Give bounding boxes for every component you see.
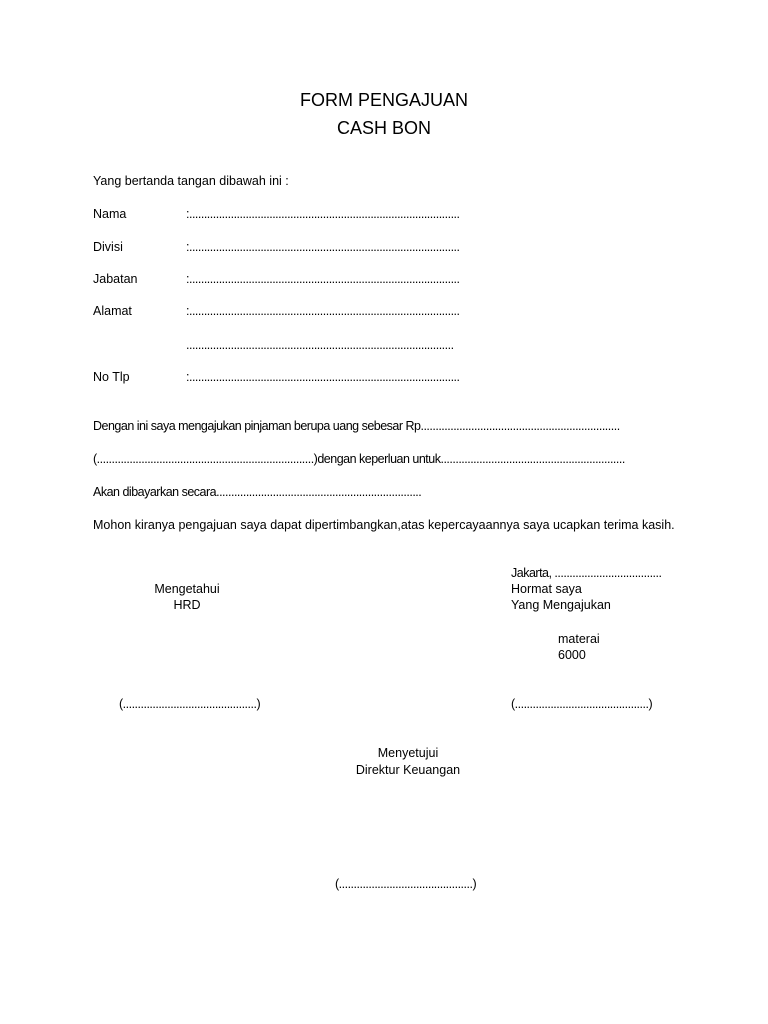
place-date-line: Jakarta, .................................... (511, 566, 662, 580)
bottom-sign-role: Direktur Keuangan (355, 763, 461, 777)
right-sign-greeting: Hormat saya (511, 582, 582, 596)
field-label-divisi: Divisi (93, 240, 123, 254)
field-label-nama: Nama (93, 207, 127, 221)
purpose-line: (.........................................................................)dengan keperluan untuk.............................................................. (93, 452, 625, 466)
field-value-divisi: :........................................................................................... (186, 240, 460, 254)
left-signature-blank: (.............................................) (119, 697, 261, 711)
closing-paragraph: Mohon kiranya pengajuan saya dapat dipertimbangkan,atas kepercayaannya saya ucapkan terima kasih. (93, 518, 675, 532)
field-value-alamat: :........................................................................................... (186, 304, 460, 318)
stamp-value: 6000 (558, 648, 586, 662)
field-value-no-tlp: :........................................................................................... (186, 370, 460, 384)
form-title-line1: FORM PENGAJUAN (299, 90, 468, 110)
field-label-no-tlp: No Tlp (93, 370, 130, 384)
field-value-alamat-2: .......................................................................................... (186, 338, 454, 352)
bottom-signature-blank: (.............................................) (335, 877, 477, 891)
field-label-jabatan: Jabatan (93, 272, 138, 286)
stamp-label: materai (558, 632, 600, 646)
left-sign-dept: HRD (173, 598, 201, 612)
right-signature-blank: (.............................................) (511, 697, 653, 711)
left-sign-role: Mengetahui (154, 582, 220, 596)
field-value-jabatan: :........................................................................................... (186, 272, 460, 286)
form-title-line2: CASH BON (336, 118, 432, 138)
intro-text: Yang bertanda tangan dibawah ini : (93, 174, 289, 188)
field-label-alamat: Alamat (93, 304, 132, 318)
right-sign-role: Yang Mengajukan (511, 598, 611, 612)
bottom-sign-approval: Menyetujui (377, 746, 439, 760)
loan-amount-line: Dengan ini saya mengajukan pinjaman berupa uang sebesar Rp................................................................... (93, 419, 620, 433)
payment-method-line: Akan dibayarkan secara..................................................................... (93, 485, 422, 499)
field-value-nama: :........................................................................................... (186, 207, 460, 221)
